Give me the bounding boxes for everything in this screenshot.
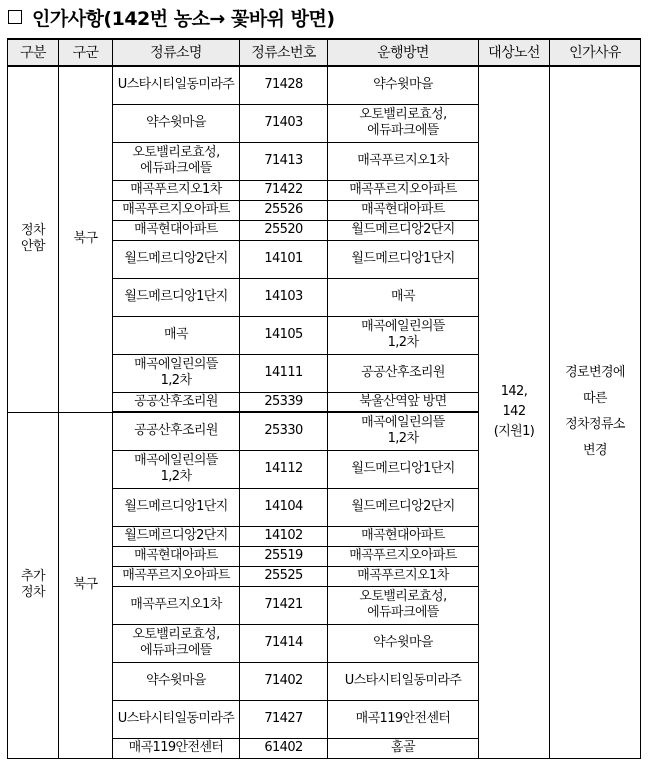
stop-name-cell: 매곡현대아파트 bbox=[113, 546, 240, 566]
permit-table bbox=[7, 38, 641, 759]
stop-name-cell: 월드메르디앙1단지 bbox=[113, 488, 240, 526]
stop-name-cell: 공공산후조리원 bbox=[113, 412, 240, 450]
stop-name-cell: U스타시티일동미라주 bbox=[113, 66, 240, 104]
stop-name-cell: 약수윗마을 bbox=[113, 104, 240, 142]
stop-name-cell: 매곡119안전센터 bbox=[113, 738, 240, 758]
stop-name-cell: 매곡푸르지오아파트 bbox=[113, 200, 240, 220]
header-target-route: 대상노선 bbox=[479, 39, 550, 66]
stop-number-cell: 14105 bbox=[240, 316, 328, 354]
direction-cell: 매곡푸르지오1차 bbox=[328, 142, 479, 180]
stop-name-cell: 오토밸리로효성, 에듀파크에뜰 bbox=[113, 624, 240, 662]
stop-number-cell: 14111 bbox=[240, 354, 328, 392]
stop-number-cell: 71403 bbox=[240, 104, 328, 142]
category-cell: 정차 안함 bbox=[8, 66, 59, 412]
header-direction: 운행방면 bbox=[328, 39, 479, 66]
direction-cell: 월드메르디앙2단지 bbox=[328, 220, 479, 240]
direction-cell: 월드메르디앙1단지 bbox=[328, 450, 479, 488]
stop-number-cell: 71414 bbox=[240, 624, 328, 662]
direction-cell: 매곡현대아파트 bbox=[328, 200, 479, 220]
stop-name-cell: 매곡푸르지오1차 bbox=[113, 586, 240, 624]
direction-cell: 매곡119안전센터 bbox=[328, 700, 479, 738]
header-row bbox=[8, 39, 641, 66]
stop-number-cell: 25526 bbox=[240, 200, 328, 220]
table-body bbox=[8, 66, 641, 758]
header-category: 구분 bbox=[8, 39, 59, 66]
checkbox-icon bbox=[8, 10, 22, 24]
direction-cell: U스타시티일동미라주 bbox=[328, 662, 479, 700]
stop-number-cell: 14102 bbox=[240, 526, 328, 546]
stop-name-cell: 매곡푸르지오아파트 bbox=[113, 566, 240, 586]
stop-number-cell: 25520 bbox=[240, 220, 328, 240]
title-text: 인가사항(142번 농소→ 꽃바위 방면) bbox=[32, 7, 335, 30]
stop-number-cell: 25339 bbox=[240, 392, 328, 412]
stop-name-cell: 오토밸리로효성, 에듀파크에뜰 bbox=[113, 142, 240, 180]
direction-cell: 매곡현대아파트 bbox=[328, 526, 479, 546]
stop-name-cell: 월드메르디앙2단지 bbox=[113, 240, 240, 278]
direction-cell: 월드메르디앙2단지 bbox=[328, 488, 479, 526]
stop-number-cell: 25525 bbox=[240, 566, 328, 586]
district-cell: 북구 bbox=[59, 66, 113, 412]
direction-cell: 오토밸리로효성, 에듀파크에뜰 bbox=[328, 104, 479, 142]
direction-cell: 매곡에일린의뜰 1,2차 bbox=[328, 412, 479, 450]
stop-number-cell: 71428 bbox=[240, 66, 328, 104]
stop-name-cell: U스타시티일동미라주 bbox=[113, 700, 240, 738]
stop-number-cell: 71427 bbox=[240, 700, 328, 738]
direction-cell: 매곡푸르지오1차 bbox=[328, 566, 479, 586]
stop-name-cell: 월드메르디앙2단지 bbox=[113, 526, 240, 546]
stop-name-cell: 매곡에일린의뜰 1,2차 bbox=[113, 450, 240, 488]
direction-cell: 약수윗마을 bbox=[328, 66, 479, 104]
stop-number-cell: 25519 bbox=[240, 546, 328, 566]
header-reason: 인가사유 bbox=[550, 39, 641, 66]
stop-name-cell: 월드메르디앙1단지 bbox=[113, 278, 240, 316]
stop-number-cell: 14104 bbox=[240, 488, 328, 526]
direction-cell: 약수윗마을 bbox=[328, 624, 479, 662]
stop-number-cell: 71402 bbox=[240, 662, 328, 700]
stop-name-cell: 공공산후조리원 bbox=[113, 392, 240, 412]
header-district: 구군 bbox=[59, 39, 113, 66]
target-route-cell: 142, 142 (지원1) bbox=[479, 66, 550, 758]
document-title bbox=[8, 4, 335, 30]
reason-cell: 경로변경에 따른 정차정류소 변경 bbox=[550, 66, 641, 758]
stop-number-cell: 61402 bbox=[240, 738, 328, 758]
stop-name-cell: 매곡현대아파트 bbox=[113, 220, 240, 240]
direction-cell: 공공산후조리원 bbox=[328, 354, 479, 392]
category-cell: 추가 정차 bbox=[8, 412, 59, 758]
stop-number-cell: 71421 bbox=[240, 586, 328, 624]
direction-cell: 월드메르디앙1단지 bbox=[328, 240, 479, 278]
header-stop-number: 정류소번호 bbox=[240, 39, 328, 66]
direction-cell: 북울산역앞 방면 bbox=[328, 392, 479, 412]
direction-cell: 오토밸리로효성, 에듀파크에뜰 bbox=[328, 586, 479, 624]
stop-number-cell: 14103 bbox=[240, 278, 328, 316]
stop-name-cell: 매곡 bbox=[113, 316, 240, 354]
table-row bbox=[8, 66, 641, 104]
stop-number-cell: 14112 bbox=[240, 450, 328, 488]
stop-number-cell: 14101 bbox=[240, 240, 328, 278]
stop-number-cell: 25330 bbox=[240, 412, 328, 450]
direction-cell: 매곡푸르지오아파트 bbox=[328, 180, 479, 200]
stop-name-cell: 매곡푸르지오1차 bbox=[113, 180, 240, 200]
direction-cell: 매곡 bbox=[328, 278, 479, 316]
stop-number-cell: 71413 bbox=[240, 142, 328, 180]
district-cell: 북구 bbox=[59, 412, 113, 758]
stop-name-cell: 약수윗마을 bbox=[113, 662, 240, 700]
stop-name-cell: 매곡에일린의뜰 1,2차 bbox=[113, 354, 240, 392]
direction-cell: 매곡푸르지오아파트 bbox=[328, 546, 479, 566]
direction-cell: 홈골 bbox=[328, 738, 479, 758]
header-stop-name: 정류소명 bbox=[113, 39, 240, 66]
stop-number-cell: 71422 bbox=[240, 180, 328, 200]
direction-cell: 매곡에일린의뜰 1,2차 bbox=[328, 316, 479, 354]
